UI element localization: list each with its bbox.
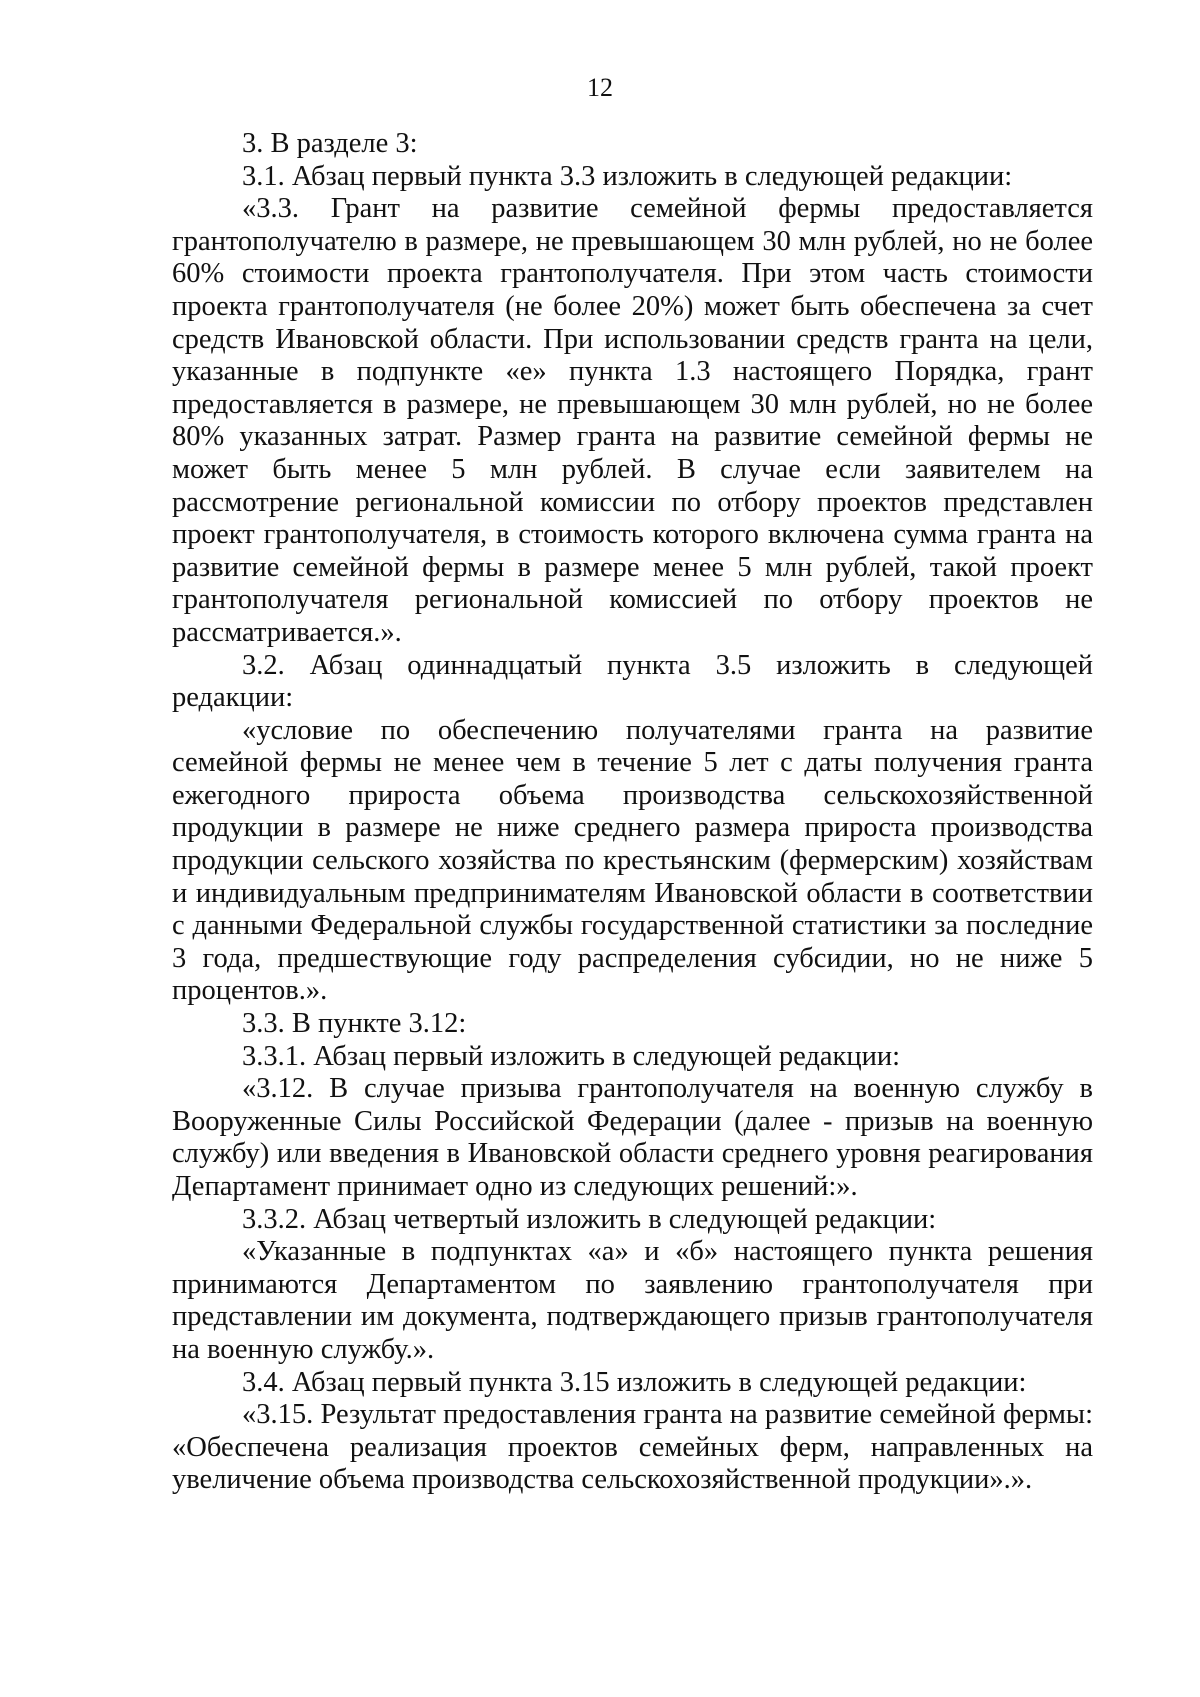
paragraph-section-3-heading: 3. В разделе 3: [242,128,418,159]
paragraph-quote-condition: «условие по обеспечению получателями гранта на развитие семейной фермы не менее чем в течение 5 лет с даты получения гранта ежегодного прироста объема производства сельскохозяйственной продукции в размере не ниже среднего размера прироста производства продукции сельского хозяйства по крестьянским (фермерским) хозяйствам и индивидуальным предпринимателям Ивановской области в соответствии с данными Федеральной службы государственной статистики за последние 3 года, предшествующие году распределения субсидии, но не ниже 5 процентов.». [172,714,1093,1007]
paragraph-quote-decisions: «Указанные в подпунктах «а» и «б» настоящего пункта решения принимаются Департаментом по заявлению грантополучателя при представлении им документа, подтверждающего призыв грантополучателя на военную службу.». [172,1236,1093,1365]
paragraph-amendment-3-2: 3.2. Абзац одиннадцатый пункта 3.5 изложить в следующей редакции: [172,649,1093,714]
paragraph-amendment-3-1: 3.1. Абзац первый пункта 3.3 изложить в следующей редакции: [242,160,1013,192]
paragraph-quote-3-3: «3.3. Грант на развитие семейной фермы предоставляется грантополучателю в размере, не превышающем 30 млн рублей, но не более 60% стоимости проекта грантополучателя. При этом часть стоимости проекта грантополучателя (не более 20%) может быть обеспечена за счет средств Ивановской области. При использовании средств гранта на цели, указанные в подпункте «е» пункта 1.3 настоящего Порядка, грант предоставляется в размере, не превышающем 30 млн рублей, но не более 80% указанных затрат. Размер гранта на развитие семейной фермы не может быть менее 5 млн рублей. В случае если заявителем на рассмотрение региональной комиссии по отбору проектов представлен проект грантополучателя, в стоимость которого включена сумма гранта на развитие семейной фермы в размере менее 5 млн рублей, такой проект грантополучателя региональной комиссией по отбору проектов не рассматривается.». [172,193,1093,648]
paragraph-amendment-3-3: 3.3. В пункте 3.12: [242,1008,467,1040]
page-number: 12 [587,73,613,102]
paragraph-amendment-3-3-2: 3.3.2. Абзац четвертый изложить в следующей редакции: [242,1203,937,1235]
paragraph-amendment-3-3-1: 3.3.1. Абзац первый изложить в следующей редакции: [242,1040,901,1072]
paragraph-amendment-3-4: 3.4. Абзац первый пункта 3.15 изложить в следующей редакции: [242,1366,1027,1398]
paragraph-quote-3-12: «3.12. В случае призыва грантополучателя на военную службу в Вооруженные Силы Российской Федерации (далее - призыв на военную службу) или введения в Ивановской области среднего уровня реагирования Департамент принимает одно из следующих решений:». [172,1073,1093,1202]
paragraph-quote-3-15: «3.15. Результат предоставления гранта на развитие семейной фермы: «Обеспечена реализация проектов семейных ферм, направленных на увеличение объема производства сельскохозяйственной продукции».». [172,1399,1093,1496]
document-body [172,128,1093,1497]
